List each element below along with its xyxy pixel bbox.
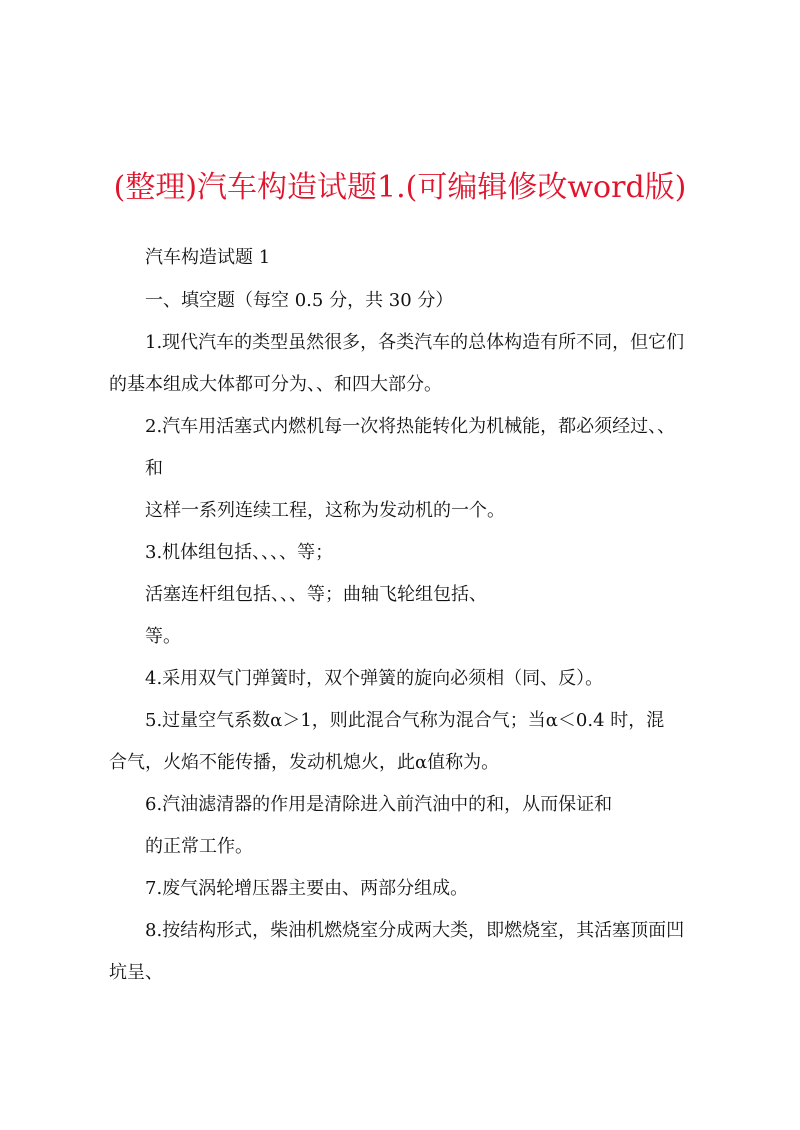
- section-heading: 一、填空题（每空 0.5 分，共 30 分）: [145, 290, 454, 311]
- question-8-line-2: 坑呈、: [109, 962, 163, 983]
- question-5-line-2: 合气，火焰不能传播，发动机熄火，此α值称为。: [109, 752, 500, 773]
- question-7-line-1: 7.废气涡轮增压器主要由、两部分组成。: [145, 878, 469, 899]
- question-4-line-1: 4.采用双气门弹簧时，双个弹簧的旋向必须相（同、反）。: [145, 668, 604, 689]
- question-1-line-1: 1.现代汽车的类型虽然很多，各类汽车的总体构造有所不同，但它们: [145, 332, 685, 353]
- question-6-line-2: 的正常工作。: [145, 836, 253, 857]
- question-8-line-1: 8.按结构形式，柴油机燃烧室分成两大类，即燃烧室，其活塞顶面凹: [145, 920, 685, 941]
- subtitle-line: 汽车构造试题 1: [145, 247, 271, 268]
- question-1-line-2: 的基本组成大体都可分为、、和四大部分。: [109, 374, 442, 395]
- question-3-line-1: 3.机体组包括、、、、等；: [145, 542, 334, 563]
- question-2-line-1: 2.汽车用活塞式内燃机每一次将热能转化为机械能，都必须经过、、: [145, 416, 676, 437]
- document-title: (整理)汽车构造试题1.(可编辑修改word版): [113, 170, 687, 205]
- question-3-line-2: 活塞连杆组包括、、、等；曲轴飞轮组包括、: [145, 584, 487, 605]
- question-2-line-3: 这样一系列连续工程，这称为发动机的一个。: [145, 500, 505, 521]
- question-5-line-1: 5.过量空气系数α＞1，则此混合气称为混合气；当α＜0.4 时，混: [145, 710, 665, 731]
- question-2-line-2: 和: [145, 458, 163, 479]
- question-3-line-3: 等。: [145, 626, 181, 647]
- question-6-line-1: 6.汽油滤清器的作用是清除进入前汽油中的和，从而保证和: [145, 794, 613, 815]
